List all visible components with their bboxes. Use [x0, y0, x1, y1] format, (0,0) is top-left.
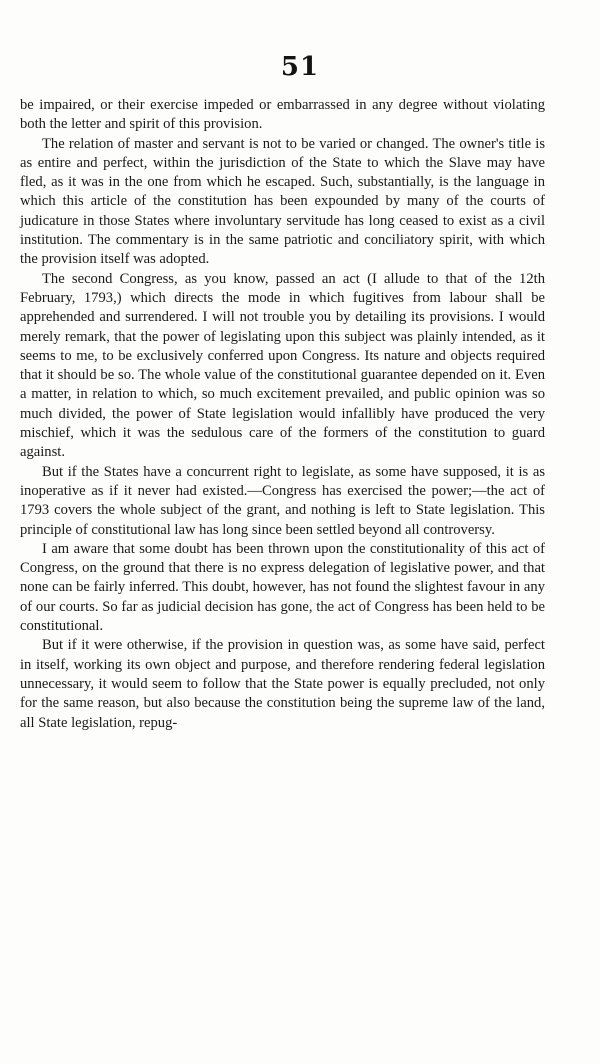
paragraph-concurrent-right: But if the States have a concurrent right to legislate, as some have supposed, it is as inoperative as if it never had existed.—Congress has exercised the power;—the act of 1793 covers the whole subject of the grant, and nothing is left to State legislation. This principle of constitutional law has long since been settled beyond all controversy.: [20, 463, 545, 538]
paragraph-continuation: be impaired, or their exercise impeded or embarrassed in any degree without violating both the letter and spirit of this provision.: [20, 97, 545, 133]
page-number: 51: [280, 52, 320, 82]
body-text: [20, 96, 545, 733]
paragraph-master-servant: The relation of master and servant is not to be varied or changed. The owner's title is as entire and perfect, within the jurisdiction of the State to which the Slave may have fled, as it was in the one from which he escaped. Such, substantially, is the language in which this article of the constitution has been expounded by many of the courts of judicature in those States where involuntary servitude has long ceased to exist as a civil institution. The commentary is in the same patriotic and conciliatory spirit, with which the provision itself was adopted.: [20, 135, 545, 268]
paragraph-second-congress: The second Congress, as you know, passed an act (I allude to that of the 12th February, 1793,) which directs the mode in which fugitives from labour shall be apprehended and surrendered. I will not trouble you by detailing its provisions. I would merely remark, that the power of legislating upon this subject was plainly intended, as it seems to me, to be exclusively conferred upon Congress. Its nature and objects required that it should be so. The whole value of the constitutional guarantee depended on it. Even a matter, in relation to which, so much excitement prevailed, and public opinion was so much divided, the power of State legislation would infallibly have produced the very mischief, which it was the sedulous care of the formers of the constitution to guard against.: [20, 270, 545, 461]
paragraph-constitutionality-doubt: I am aware that some doubt has been thrown upon the constitutionality of this act of Congress, on the ground that there is no express delegation of legislative power, and that none can be fairly inferred. This doubt, however, has not found the slightest favour in any of our courts. So far as judicial decision has gone, the act of Congress has been held to be constitutional.: [20, 540, 545, 635]
paragraph-otherwise: But if it were otherwise, if the provision in question was, as some have said, perfect in itself, working its own object and purpose, and therefore rendering federal legislation unnecessary, it would seem to follow that the State power is equally precluded, not only for the same reason, but also because the constitution being the supreme law of the land, all State legislation, repug-: [20, 637, 545, 731]
